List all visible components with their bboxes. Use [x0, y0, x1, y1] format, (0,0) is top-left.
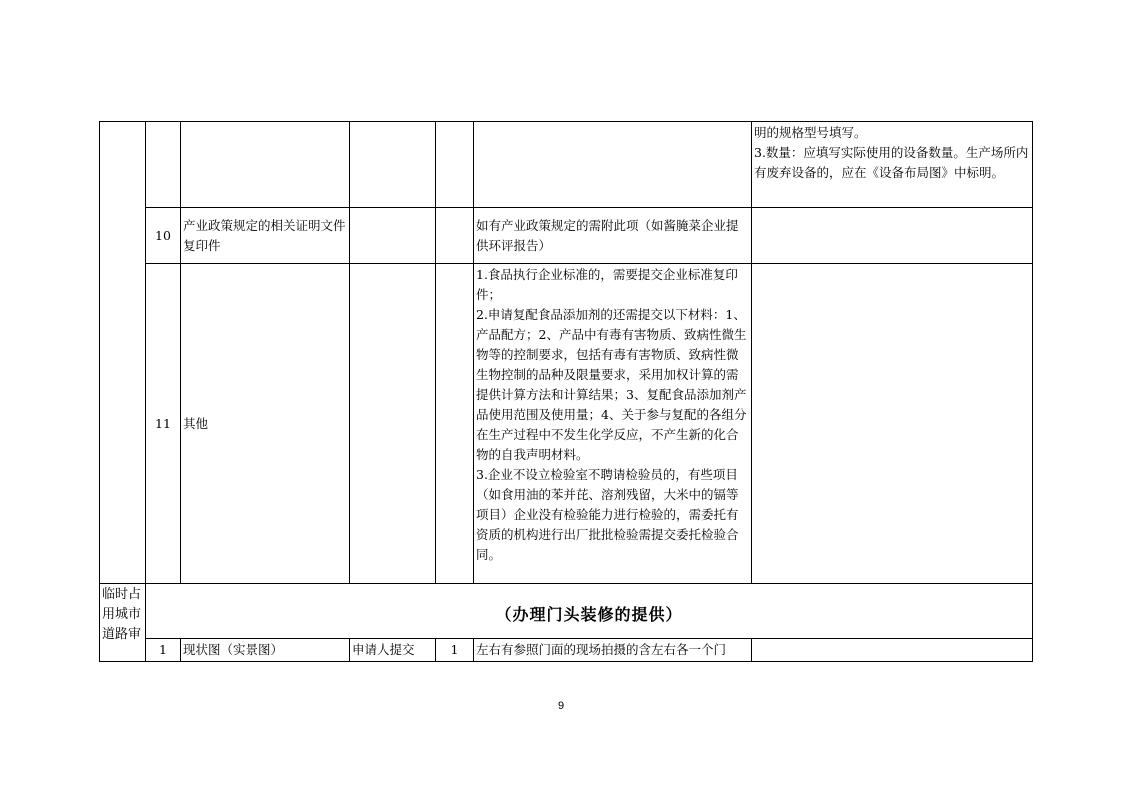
row-number: 11: [146, 264, 181, 584]
num-cell: [146, 122, 181, 208]
materials-table: [99, 121, 1033, 662]
row-number: 10: [146, 208, 181, 264]
source-cell: [350, 264, 436, 584]
section-title: （办理门头装修的提供）: [146, 584, 1033, 639]
notes-cell: [752, 208, 1033, 264]
requirement-text: 如有产业政策规定的需附此项（如酱腌菜企业提供环评报告）: [474, 208, 752, 264]
copies-cell: [436, 208, 474, 264]
section-side-label: 临时占用城市道路审: [100, 584, 146, 662]
notes-cell: [752, 122, 1033, 208]
copies-cell: 1: [436, 639, 474, 662]
copies-cell: [436, 122, 474, 208]
source-cell: [350, 208, 436, 264]
note-line: 3.数量：应填写实际使用的设备数量。生产场所内有废弃设备的，应在《设备布局图》中标明。: [754, 145, 1029, 180]
requirement-cell: [474, 264, 752, 584]
requirement-text: 左右有参照门面的现场拍摄的含左右各一个门: [474, 639, 752, 662]
requirement-line: 3.企业不设立检验室不聘请检验员的，有些项目（如食用油的苯并芘、溶剂残留，大米中的镉等项目）企业没有检验能力进行检验的，需委托有资质的机构进行出厂批批检验需提交委托检验合同。: [476, 467, 739, 562]
material-name: 产业政策规定的相关证明文件复印件: [181, 208, 350, 264]
page-number: 9: [557, 700, 565, 712]
notes-cell: [752, 264, 1033, 584]
row-number: 1: [146, 639, 181, 662]
source-cell: [350, 122, 436, 208]
side-cell-empty: [100, 122, 146, 584]
requirement-cell: [474, 122, 752, 208]
name-cell: [181, 122, 350, 208]
notes-cell: [752, 639, 1033, 662]
table-row: [100, 208, 1033, 264]
table-row: [100, 264, 1033, 584]
note-line: 明的规格型号填写。: [754, 125, 867, 140]
copies-cell: [436, 264, 474, 584]
table-row: [100, 639, 1033, 662]
material-name: 其他: [181, 264, 350, 584]
requirement-line: 1.食品执行企业标准的，需要提交企业标准复印件；: [476, 267, 738, 302]
material-name: 现状图（实景图）: [181, 639, 350, 662]
section-header-row: [100, 584, 1033, 639]
requirement-line: 2.申请复配食品添加剂的还需提交以下材料：1、产品配方；2、产品中有毒有害物质、致病性微生物等的控制要求，包括有毒有害物质、致病性微生物控制的品种及限量要求，采用加权计算的需提供计算方法和计算结果；3、复配食品添加剂产品使用范围及使用量；4、关于参与复配的各组分在生产过程中不发生化学反应，不产生新的化合物的自我声明材料。: [476, 307, 747, 462]
source-cell: 申请人提交: [350, 639, 436, 662]
table-row: [100, 122, 1033, 208]
